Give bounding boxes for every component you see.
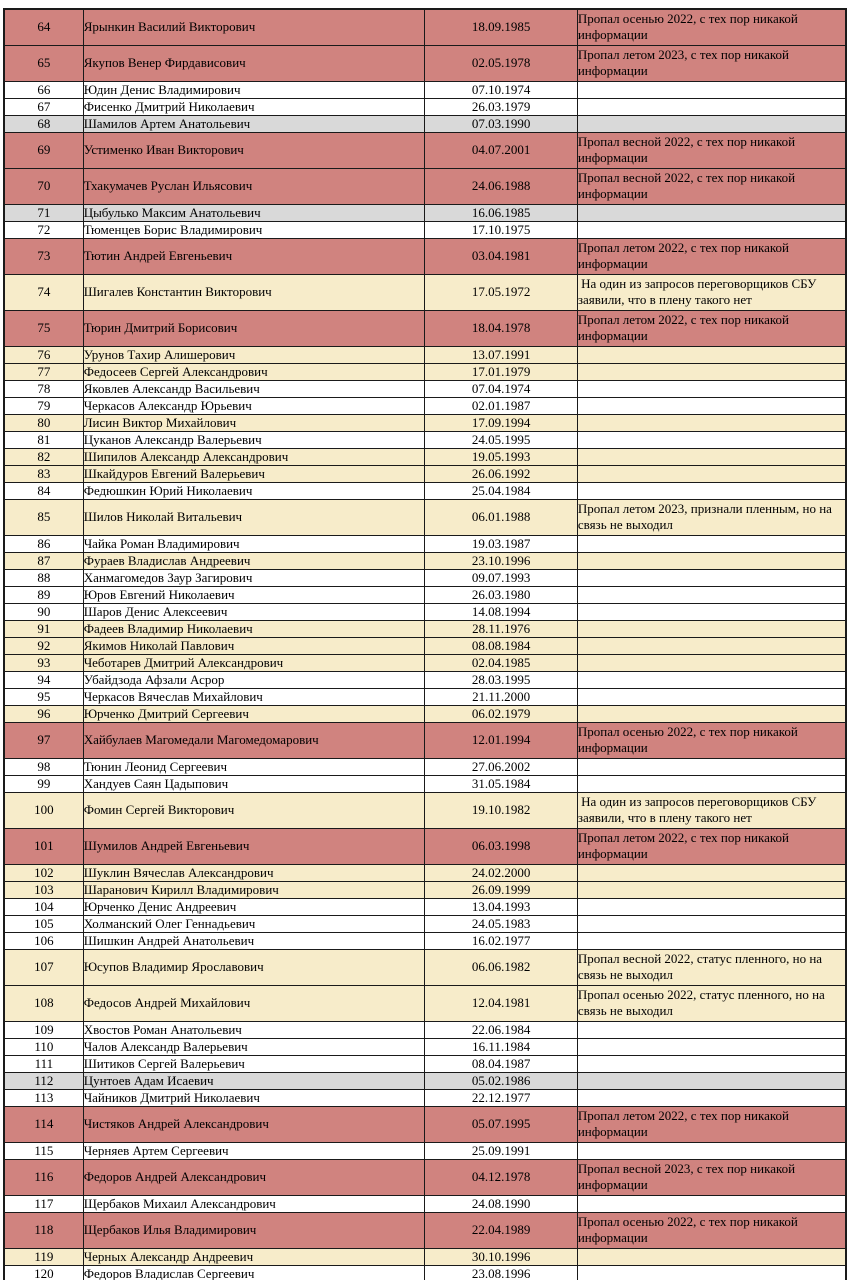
cell-birthdate: 28.03.1995 [425,671,577,688]
cell-status [577,688,846,705]
cell-status [577,1055,846,1072]
table-row [4,775,846,792]
cell-number: 116 [4,1159,83,1195]
cell-name: Шигалев Константин Викторович [83,274,425,310]
table-body [4,9,846,1280]
cell-name: Яковлев Александр Васильевич [83,380,425,397]
cell-birthdate: 06.01.1988 [425,499,577,535]
cell-birthdate: 08.08.1984 [425,637,577,654]
cell-birthdate: 06.06.1982 [425,949,577,985]
cell-birthdate: 03.04.1981 [425,238,577,274]
cell-name: Шаранович Кирилл Владимирович [83,881,425,898]
cell-birthdate: 04.12.1978 [425,1159,577,1195]
cell-name: Чеботарев Дмитрий Александрович [83,654,425,671]
table-row [4,535,846,552]
cell-number: 117 [4,1195,83,1212]
cell-birthdate: 21.11.2000 [425,688,577,705]
cell-number: 81 [4,431,83,448]
cell-number: 89 [4,586,83,603]
cell-status [577,1265,846,1280]
cell-name: Черкасов Александр Юрьевич [83,397,425,414]
cell-birthdate: 02.04.1985 [425,654,577,671]
cell-birthdate: 17.01.1979 [425,363,577,380]
cell-name: Цунтоев Адам Исаевич [83,1072,425,1089]
cell-status: Пропал летом 2022, с тех пор никакой информации [577,828,846,864]
cell-birthdate: 17.09.1994 [425,414,577,431]
cell-name: Фомин Сергей Викторович [83,792,425,828]
table-row [4,414,846,431]
cell-birthdate: 19.03.1987 [425,535,577,552]
cell-number: 102 [4,864,83,881]
cell-birthdate: 24.08.1990 [425,1195,577,1212]
cell-birthdate: 27.06.2002 [425,758,577,775]
cell-number: 110 [4,1038,83,1055]
cell-birthdate: 22.04.1989 [425,1212,577,1248]
cell-number: 92 [4,637,83,654]
cell-birthdate: 09.07.1993 [425,569,577,586]
cell-status [577,864,846,881]
cell-name: Урунов Тахир Алишерович [83,346,425,363]
cell-birthdate: 18.04.1978 [425,310,577,346]
cell-number: 83 [4,465,83,482]
cell-status: Пропал весной 2022, с тех пор никакой информации [577,168,846,204]
cell-status: Пропал летом 2022, с тех пор никакой информации [577,310,846,346]
cell-name: Якимов Николай Павлович [83,637,425,654]
cell-name: Шаров Денис Алексеевич [83,603,425,620]
table-row [4,9,846,45]
cell-status [577,881,846,898]
cell-status [577,115,846,132]
cell-status [577,1142,846,1159]
cell-birthdate: 19.10.1982 [425,792,577,828]
cell-number: 104 [4,898,83,915]
cell-number: 119 [4,1248,83,1265]
cell-birthdate: 24.06.1988 [425,168,577,204]
cell-number: 111 [4,1055,83,1072]
cell-birthdate: 07.10.1974 [425,81,577,98]
cell-name: Чалов Александр Валерьевич [83,1038,425,1055]
table-row [4,1159,846,1195]
cell-status [577,81,846,98]
table-row [4,881,846,898]
cell-number: 112 [4,1072,83,1089]
table-row [4,637,846,654]
cell-status [577,346,846,363]
cell-birthdate: 26.06.1992 [425,465,577,482]
cell-birthdate: 17.05.1972 [425,274,577,310]
cell-birthdate: 22.06.1984 [425,1021,577,1038]
cell-number: 74 [4,274,83,310]
cell-status [577,705,846,722]
cell-name: Тюрин Дмитрий Борисович [83,310,425,346]
cell-name: Шишкин Андрей Анатольевич [83,932,425,949]
cell-number: 108 [4,985,83,1021]
table-row [4,864,846,881]
table-row [4,1248,846,1265]
table-row [4,98,846,115]
cell-name: Шкайдуров Евгений Валерьевич [83,465,425,482]
cell-birthdate: 16.06.1985 [425,204,577,221]
table-row [4,654,846,671]
cell-name: Тюнин Леонид Сергеевич [83,758,425,775]
cell-name: Федюшкин Юрий Николаевич [83,482,425,499]
table-row [4,898,846,915]
cell-name: Федосов Андрей Михайлович [83,985,425,1021]
cell-number: 99 [4,775,83,792]
cell-status [577,1248,846,1265]
cell-birthdate: 06.03.1998 [425,828,577,864]
roster-table [3,8,847,1280]
cell-status: Пропал осенью 2022, с тех пор никакой информации [577,9,846,45]
cell-name: Черняев Артем Сергеевич [83,1142,425,1159]
cell-name: Чистяков Андрей Александрович [83,1106,425,1142]
table-row [4,204,846,221]
cell-birthdate: 26.03.1980 [425,586,577,603]
cell-number: 69 [4,132,83,168]
cell-birthdate: 02.01.1987 [425,397,577,414]
cell-name: Юсупов Владимир Ярославович [83,949,425,985]
table-row [4,310,846,346]
cell-name: Щербаков Илья Владимирович [83,1212,425,1248]
cell-birthdate: 16.02.1977 [425,932,577,949]
cell-status [577,1021,846,1038]
cell-birthdate: 08.04.1987 [425,1055,577,1072]
table-row [4,949,846,985]
cell-status [577,671,846,688]
cell-birthdate: 07.04.1974 [425,380,577,397]
cell-status [577,898,846,915]
cell-name: Ярынкин Василий Викторович [83,9,425,45]
cell-number: 103 [4,881,83,898]
cell-number: 65 [4,45,83,81]
cell-name: Юдин Денис Владимирович [83,81,425,98]
table-row [4,81,846,98]
cell-name: Тютин Андрей Евгеньевич [83,238,425,274]
cell-name: Шитиков Сергей Валерьевич [83,1055,425,1072]
cell-number: 85 [4,499,83,535]
cell-number: 80 [4,414,83,431]
cell-name: Юрченко Денис Андреевич [83,898,425,915]
cell-name: Черкасов Вячеслав Михайлович [83,688,425,705]
cell-number: 106 [4,932,83,949]
cell-status: На один из запросов переговорщиков СБУ заявили, что в плену такого нет [577,792,846,828]
cell-status [577,380,846,397]
table-row [4,671,846,688]
cell-number: 118 [4,1212,83,1248]
cell-number: 107 [4,949,83,985]
table-row [4,620,846,637]
cell-name: Фадеев Владимир Николаевич [83,620,425,637]
table-row [4,792,846,828]
table-row [4,705,846,722]
cell-number: 113 [4,1089,83,1106]
cell-birthdate: 12.04.1981 [425,985,577,1021]
cell-name: Устименко Иван Викторович [83,132,425,168]
table-row [4,586,846,603]
table-row [4,1195,846,1212]
table-row [4,1106,846,1142]
cell-birthdate: 26.09.1999 [425,881,577,898]
table-row [4,915,846,932]
table-row [4,569,846,586]
table-row [4,238,846,274]
cell-number: 94 [4,671,83,688]
cell-birthdate: 25.09.1991 [425,1142,577,1159]
cell-status [577,363,846,380]
cell-birthdate: 19.05.1993 [425,448,577,465]
cell-number: 75 [4,310,83,346]
cell-birthdate: 13.07.1991 [425,346,577,363]
cell-name: Хайбулаев Магомедали Магомедомарович [83,722,425,758]
cell-birthdate: 17.10.1975 [425,221,577,238]
cell-name: Шуклин Вячеслав Александрович [83,864,425,881]
cell-birthdate: 04.07.2001 [425,132,577,168]
cell-birthdate: 25.04.1984 [425,482,577,499]
cell-status [577,758,846,775]
cell-status [577,569,846,586]
table-row [4,603,846,620]
table-row [4,828,846,864]
cell-number: 90 [4,603,83,620]
cell-name: Федоров Андрей Александрович [83,1159,425,1195]
cell-status [577,465,846,482]
cell-birthdate: 22.12.1977 [425,1089,577,1106]
cell-name: Чайка Роман Владимирович [83,535,425,552]
cell-number: 77 [4,363,83,380]
table-row [4,363,846,380]
cell-status: На один из запросов переговорщиков СБУ заявили, что в плену такого нет [577,274,846,310]
table-row [4,1142,846,1159]
cell-birthdate: 26.03.1979 [425,98,577,115]
cell-number: 84 [4,482,83,499]
cell-number: 93 [4,654,83,671]
cell-status [577,482,846,499]
cell-status [577,552,846,569]
cell-status: Пропал весной 2022, с тех пор никакой информации [577,132,846,168]
cell-name: Шилов Николай Витальевич [83,499,425,535]
cell-status [577,637,846,654]
cell-name: Шамилов Артем Анатольевич [83,115,425,132]
table-row [4,932,846,949]
cell-name: Убайдзода Афзали Асрор [83,671,425,688]
cell-number: 120 [4,1265,83,1280]
table-row [4,1055,846,1072]
cell-name: Цыбулько Максим Анатольевич [83,204,425,221]
cell-number: 87 [4,552,83,569]
table-row [4,274,846,310]
table-row [4,132,846,168]
cell-number: 115 [4,1142,83,1159]
table-row [4,1072,846,1089]
cell-number: 114 [4,1106,83,1142]
cell-name: Федосеев Сергей Александрович [83,363,425,380]
cell-number: 95 [4,688,83,705]
cell-birthdate: 23.08.1996 [425,1265,577,1280]
cell-birthdate: 07.03.1990 [425,115,577,132]
cell-name: Черных Александр Андреевич [83,1248,425,1265]
cell-birthdate: 13.04.1993 [425,898,577,915]
cell-number: 76 [4,346,83,363]
cell-status [577,586,846,603]
cell-name: Лисин Виктор Михайлович [83,414,425,431]
cell-birthdate: 24.05.1983 [425,915,577,932]
cell-number: 97 [4,722,83,758]
cell-status [577,1089,846,1106]
table-row [4,45,846,81]
table-row [4,1265,846,1280]
cell-number: 79 [4,397,83,414]
cell-status [577,775,846,792]
cell-status: Пропал летом 2022, с тех пор никакой информации [577,238,846,274]
cell-birthdate: 05.02.1986 [425,1072,577,1089]
table-row [4,168,846,204]
cell-number: 105 [4,915,83,932]
cell-birthdate: 23.10.1996 [425,552,577,569]
cell-birthdate: 14.08.1994 [425,603,577,620]
cell-number: 101 [4,828,83,864]
cell-number: 91 [4,620,83,637]
cell-number: 88 [4,569,83,586]
cell-birthdate: 05.07.1995 [425,1106,577,1142]
cell-birthdate: 12.01.1994 [425,722,577,758]
cell-status [577,1072,846,1089]
cell-birthdate: 16.11.1984 [425,1038,577,1055]
cell-status [577,448,846,465]
cell-name: Юрченко Дмитрий Сергеевич [83,705,425,722]
cell-number: 72 [4,221,83,238]
cell-number: 71 [4,204,83,221]
table-row [4,722,846,758]
cell-number: 98 [4,758,83,775]
cell-name: Якупов Венер Фирдависович [83,45,425,81]
cell-name: Чайников Дмитрий Николаевич [83,1089,425,1106]
table-row [4,465,846,482]
table-row [4,115,846,132]
cell-status [577,98,846,115]
cell-birthdate: 24.05.1995 [425,431,577,448]
cell-number: 86 [4,535,83,552]
cell-number: 67 [4,98,83,115]
cell-name: Тюменцев Борис Владимирович [83,221,425,238]
cell-name: Фисенко Дмитрий Николаевич [83,98,425,115]
cell-status [577,204,846,221]
cell-status [577,535,846,552]
table-row [4,985,846,1021]
cell-birthdate: 06.02.1979 [425,705,577,722]
table-row [4,1089,846,1106]
cell-status: Пропал осенью 2022, статус пленного, но на связь не выходил [577,985,846,1021]
cell-name: Шумилов Андрей Евгеньевич [83,828,425,864]
table-row [4,1038,846,1055]
table-row [4,1212,846,1248]
cell-number: 66 [4,81,83,98]
table-row [4,552,846,569]
table-row [4,221,846,238]
table-row [4,346,846,363]
cell-status: Пропал летом 2023, признали пленным, но на связь не выходил [577,499,846,535]
cell-status [577,1195,846,1212]
cell-birthdate: 28.11.1976 [425,620,577,637]
cell-status [577,915,846,932]
cell-status [577,431,846,448]
cell-number: 78 [4,380,83,397]
cell-status: Пропал осенью 2022, с тех пор никакой информации [577,722,846,758]
cell-status: Пропал весной 2022, статус пленного, но на связь не выходил [577,949,846,985]
cell-birthdate: 31.05.1984 [425,775,577,792]
table-row [4,758,846,775]
cell-number: 70 [4,168,83,204]
cell-status [577,603,846,620]
cell-number: 82 [4,448,83,465]
cell-status: Пропал летом 2023, с тех пор никакой информации [577,45,846,81]
cell-number: 73 [4,238,83,274]
table-row [4,1021,846,1038]
cell-birthdate: 24.02.2000 [425,864,577,881]
cell-status [577,620,846,637]
cell-birthdate: 30.10.1996 [425,1248,577,1265]
cell-name: Хандуев Саян Цадыпович [83,775,425,792]
cell-status [577,221,846,238]
cell-status [577,414,846,431]
table-row [4,482,846,499]
table-row [4,448,846,465]
table-row [4,499,846,535]
cell-number: 64 [4,9,83,45]
cell-name: Щербаков Михаил Александрович [83,1195,425,1212]
cell-status [577,932,846,949]
cell-name: Фураев Владислав Андреевич [83,552,425,569]
cell-name: Федоров Владислав Сергеевич [83,1265,425,1280]
cell-number: 96 [4,705,83,722]
table-row [4,688,846,705]
cell-name: Холманский Олег Геннадьевич [83,915,425,932]
cell-status [577,1038,846,1055]
cell-birthdate: 18.09.1985 [425,9,577,45]
cell-status: Пропал осенью 2022, с тех пор никакой информации [577,1212,846,1248]
cell-birthdate: 02.05.1978 [425,45,577,81]
table-row [4,380,846,397]
cell-status [577,654,846,671]
cell-status [577,397,846,414]
cell-name: Цуканов Александр Валерьевич [83,431,425,448]
cell-name: Ханмагомедов Заур Загирович [83,569,425,586]
cell-number: 109 [4,1021,83,1038]
cell-name: Тхакумачев Руслан Ильясович [83,168,425,204]
cell-name: Шипилов Александр Александрович [83,448,425,465]
cell-name: Хвостов Роман Анатольевич [83,1021,425,1038]
table-row [4,397,846,414]
cell-name: Юров Евгений Николаевич [83,586,425,603]
cell-status: Пропал весной 2023, с тех пор никакой информации [577,1159,846,1195]
cell-number: 68 [4,115,83,132]
table-row [4,431,846,448]
cell-number: 100 [4,792,83,828]
cell-status: Пропал летом 2022, с тех пор никакой информации [577,1106,846,1142]
